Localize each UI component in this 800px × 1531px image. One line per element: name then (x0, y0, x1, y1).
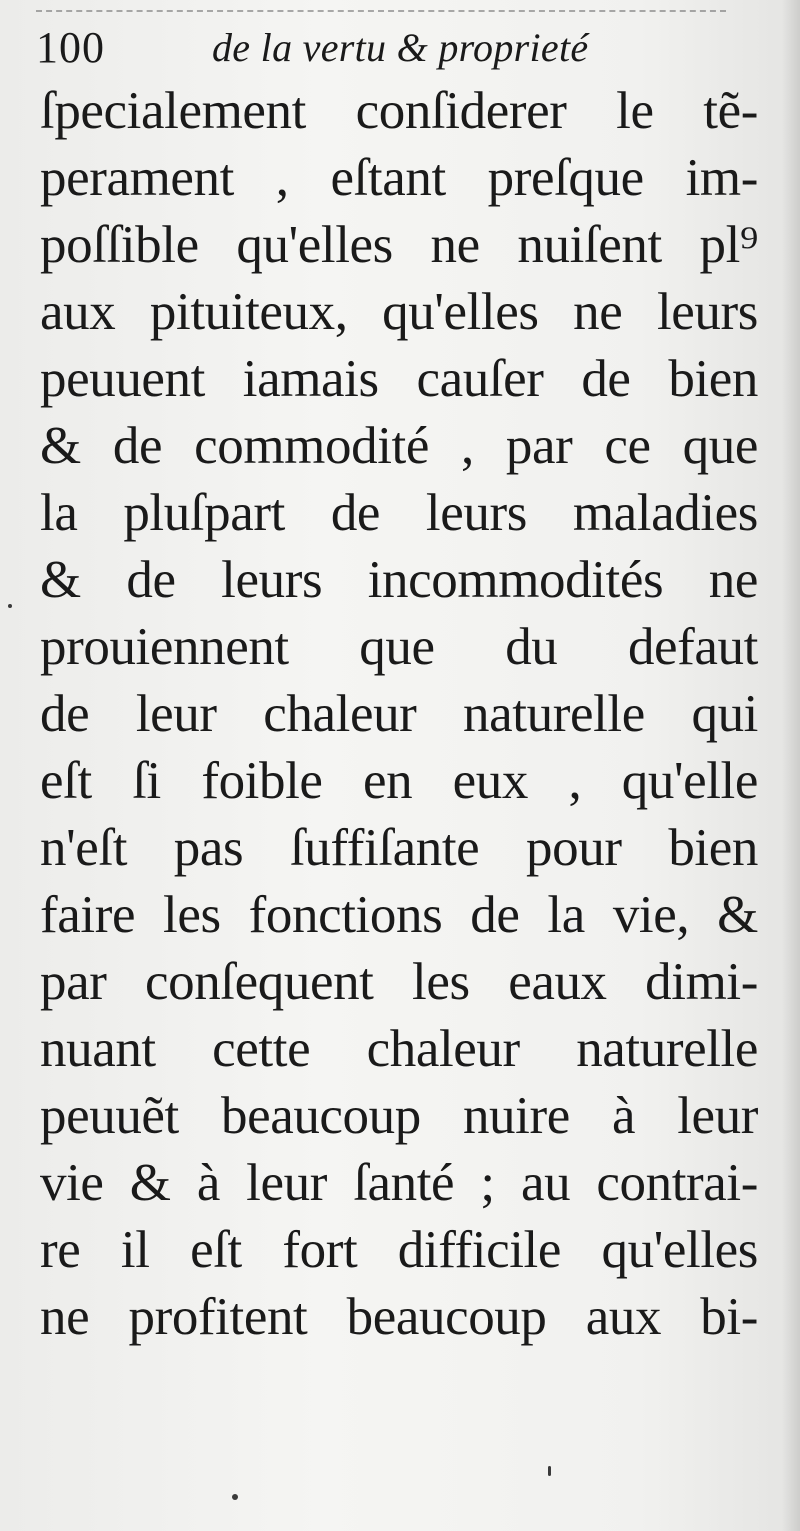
ink-speck (548, 1466, 551, 1476)
text-line: re il eſt fort difficile qu'elles (40, 1221, 758, 1279)
text-line: vie & à leur ſanté ; au contrai- (40, 1154, 758, 1212)
text-line: aux pituiteux, qu'elles ne leurs (40, 283, 758, 341)
top-rule (36, 10, 726, 12)
text-line: de leur chaleur naturelle qui (40, 685, 758, 743)
text-line: & de commodité , par ce que (40, 417, 758, 475)
page-header (36, 18, 756, 78)
text-line: peuuent iamais cauſer de bien (40, 350, 758, 408)
text-line: n'eſt pas ſuffiſante pour bien (40, 819, 758, 877)
running-title: de la vertu & proprieté (212, 25, 589, 70)
text-line: eſt ſi foible en eux , qu'elle (40, 752, 758, 810)
text-line: la pluſpart de leurs maladies (40, 484, 758, 542)
page-edge-shadow (782, 0, 800, 1531)
text-line: prouiennent que du defaut (40, 618, 758, 676)
text-line: ſpecialement conſiderer le tẽ- (40, 82, 758, 140)
page-number: 100 (36, 23, 105, 72)
text-line: peuuẽt beaucoup nuire à leur (40, 1087, 758, 1145)
text-line: nuant cette chaleur naturelle (40, 1020, 758, 1078)
ink-speck (8, 604, 12, 608)
text-line: poſſible qu'elles ne nuiſent pl⁹ (40, 216, 758, 274)
ink-speck (232, 1494, 238, 1500)
text-line: faire les fonctions de la vie, & (40, 886, 758, 944)
text-line: perament , eſtant preſque im- (40, 149, 758, 207)
text-line: & de leurs incommodités ne (40, 551, 758, 609)
text-line: ne profitent beaucoup aux bi- (40, 1288, 758, 1346)
body-text (40, 78, 758, 1351)
text-line: par conſequent les eaux dimi- (40, 953, 758, 1011)
